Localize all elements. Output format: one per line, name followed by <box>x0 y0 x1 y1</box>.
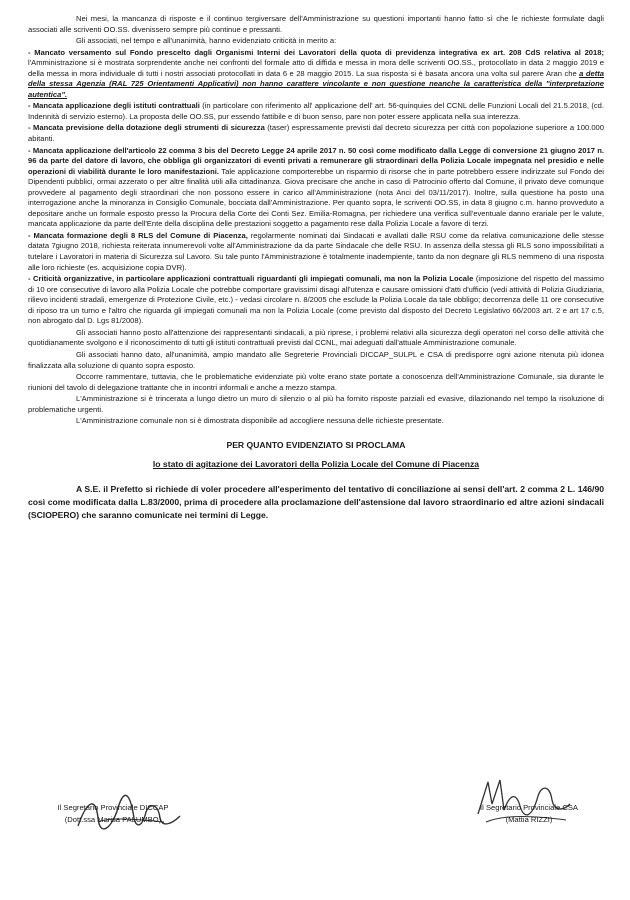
body-paragraph-2: Gli associati hanno dato, all'unanimità, ampio mandato alle Segreterie Provinciali DICCAP_SULPL e CSA di predisporre ogni azione ritenuta più idonea finalizzata alla soluzione di quanto sopra esposto. <box>28 349 604 370</box>
signature-right <box>454 802 604 826</box>
body-paragraph-1: Gli associati hanno posto all'attenzione dei rappresentanti sindacali, a più riprese, i problemi relativi alla sicurezza degli operatori nel corso delle attività che quotidianamente svolgono e il riconoscimento di tutti gli istituti contrattuali previsti dal CCNL, mai adeguati dall'attuale Amministrazione comunale. <box>28 327 604 348</box>
criticality-item-text: Tale applicazione comporterebbe un risparmio di risorse che in parte potrebbero essere indirizzate sul Fondo dei Dipendenti pubblici, ormai azzerato o per altre finalità utili alla cittadinanza. Giova precisare che anche in caso di Patrocinio offerto dal Comune, il privato deve comunque provvedere al pagamento degli straordinari che non possono essere in carico all'Amministrazione (nota Anci del 03/11/2017). Inoltre, sulla questione ha posto una interrogazione anche la minoranza in Consiglio Comunale, bocciata dall'Amministrazione. Per quanto sopra, le scriventi OO.SS, in data 8 giugno c.m. hanno provveduto a depositare anche un formale esposto presso la Procura della Corte dei Conti Sez. Emilia-Romagna, per richiedere una verifica sull'eventuale danno erariale per le valute, mancata applicazione da parte dell'Ente della disciplina delle prestazioni soggetto a pagamento rese dalla Polizia Locale a favore di terzi. <box>28 166 604 229</box>
criticality-item-text: (in particolare con riferimento all' applicazione dell' art. 56-quinquies del CCNL delle Funzioni Locali del 21.5.2018, (cd. Indennità di servizio esterno). La proposta delle OO.SS, pur essendo fattibile e di buon senso, pare non poter essere applicata nella sua interezza. <box>28 101 604 121</box>
criticality-item-2 <box>28 101 604 122</box>
criticality-item-lead: - Mancata formazione degli 8 RLS del Comune di Piacenza, <box>28 230 248 240</box>
body-paragraph-4: L'Amministrazione si è trincerata a lungo dietro un muro di silenzio o al più ha fornito risposte parziali ed evasive, dilazionando nel tempo la risoluzione di problematiche urgenti. <box>28 394 604 414</box>
criticality-item-lead: - Mancata previsione della dotazione degli strumenti di sicurezza <box>28 123 265 133</box>
criticality-item-text: (taser) espressamente previsti dal decreto sicurezza per città con popolazione superiore a 100.000 abitanti. <box>28 123 604 144</box>
criticality-item-text: (imposizione del rispetto del massimo di 10 ore consecutive di lavoro alla Polizia Locale che potrebbe comportare gravissimi disagi all'utenza e causare omissioni d'atti d'ufficio (vedi attività di Polizia Giudiziaria, rilievo incidenti stradali, emergenze di Protezione Civile, etc.) - vedasi circolare n. 8/2005 che esclude la Polizia Locale da tale obbligo; decorrenza delle 11 ore consecutive di riposo tra un turno e l'altro che riguarda gli impiegati comunali ma non la Polizia Locale (come previsto dal disposto del Decreto Legislativo 66/2003 art. 2 e art 17 c.5, non abrogato dal D. Lgs 81/2008). <box>28 274 604 326</box>
criticality-item-lead: - Mancato versamento sul Fondo prescelto dagli Organismi Interni dei Lavoratori della quota di previdenza integrativa ex art. 208 CdS relativa al 2018; <box>28 47 604 57</box>
criticality-item-1 <box>28 48 604 101</box>
proclama-title: PER QUANTO EVIDENZIATO SI PROCLAMA <box>226 439 406 450</box>
criticality-item-lead: - Mancata applicazione degli istituti contrattuali <box>28 101 200 111</box>
criticality-item-tail: a detta della stessa Agenzia (RAL 725 Orientamenti Applicativi) non hanno carattere vincolante e non questione neanche la caratteristica della "interpretazione autentica". <box>28 68 604 99</box>
criticality-item-lead: - Criticità organizzative, in particolare applicazioni contrattuali riguardanti gli impiegati comunali, ma non la Polizia Locale <box>28 274 474 284</box>
signature-right-role: Il Segretario Provinciale CSA <box>480 803 578 812</box>
signature-block <box>28 802 604 852</box>
criticality-item-6 <box>28 274 604 327</box>
intro-paragraph-1: Nei mesi, la mancanza di risposte e il continuo tergiversare dell'Amministrazione su questioni importanti hanno fatto sì che le richieste formulate dagli associati alle scriventi OO.SS. divenissero sempre più continue e pressanti. <box>28 14 604 34</box>
signature-left-name: (Dott.ssa Marisa PALUMBO) <box>64 815 162 824</box>
body-paragraph-3: Occorre rammentare, tuttavia, che le problematiche evidenziate più volte erano state portate a conoscenza dell'Amministrazione Comunale, sia durante le riunioni del tavolo di delegazione trattante che in incontri informali e anche a mezzo stampa. <box>28 372 604 392</box>
signature-left <box>28 802 198 826</box>
signature-right-name: (Mattia RIZZI) <box>505 815 553 824</box>
proclama-subtitle: lo stato di agitazione dei Lavoratori della Polizia Locale del Comune di Piacenza <box>152 458 480 469</box>
signature-left-role: Il Segretario Provinciale DICCAP <box>57 803 169 812</box>
prefetto-request: A S.E. il Prefetto si richiede di voler procedere all'esperimento del tentativo di conciliazione ai sensi dell'art. 2 comma 2 L. 146/90 così come modificata dalla L.83/2000, prima di procedere alla proclamazione dell'astensione dal lavoro straordinario ed altre azioni sindacali (SCIOPERO) che saranno comunicate nei termini di Legge. <box>28 483 604 520</box>
criticality-item-4 <box>28 146 604 230</box>
criticality-item-3 <box>28 123 604 144</box>
criticality-item-lead: - Mancata applicazione dell'articolo 22 comma 3 bis del Decreto Legge 24 aprile 2017 n. 50 così come modificato dalla Legge di conversione 21 giugno 2017 n. 96 da parte del datore di lavoro, che obbliga gli organizzatori di eventi privati a remunerare gli straordinari della Polizia Locale impegnata nel presidio e nelle operazioni di viabilità durante le loro manifestazioni. <box>28 145 604 176</box>
criticality-item-text: regolarmente nominati dai Sindacati e avallati dalle RSU come da relativa comunicazione delle stesse datata 7giugno 2018, richiesta reiterata innumerevoli volte all'Amministrazione da da parte Sindacale che delle RSU. In assenza della stessa gli RLS sono impossibilitati a tutelare i Lavoratori in materia di Sicurezza sul Lavoro. Su tale punto l'Amministrazione è totalmente inadempiente, tanto da non degnare gli RLS nemmeno di una risposta alle loro richieste (es. acquisizione copia DVR). <box>28 230 605 272</box>
body-paragraph-5: L'Amministrazione comunale non si è dimostrata disponibile ad accogliere nessuna delle richieste presentate. <box>76 416 444 426</box>
document-body <box>28 14 604 522</box>
criticality-item-text: l'Amministrazione si è mostrata sorprendente anche nei confronti del formale atto di diffida e messa in mora delle scriventi OO.SS., protocollato in data 2 maggio 2019 e della messa in mora individuale di tutti i nostri associati protocollati in data 6 e 28 maggio 2015. La sua risposta si è basata ancora una volta sul parere Aran che <box>28 58 604 78</box>
criticality-item-5 <box>28 231 604 273</box>
intro-paragraph-2: Gli associati, nel tempo e all'unanimità, hanno evidenziato criticità in merito a: <box>76 36 337 46</box>
